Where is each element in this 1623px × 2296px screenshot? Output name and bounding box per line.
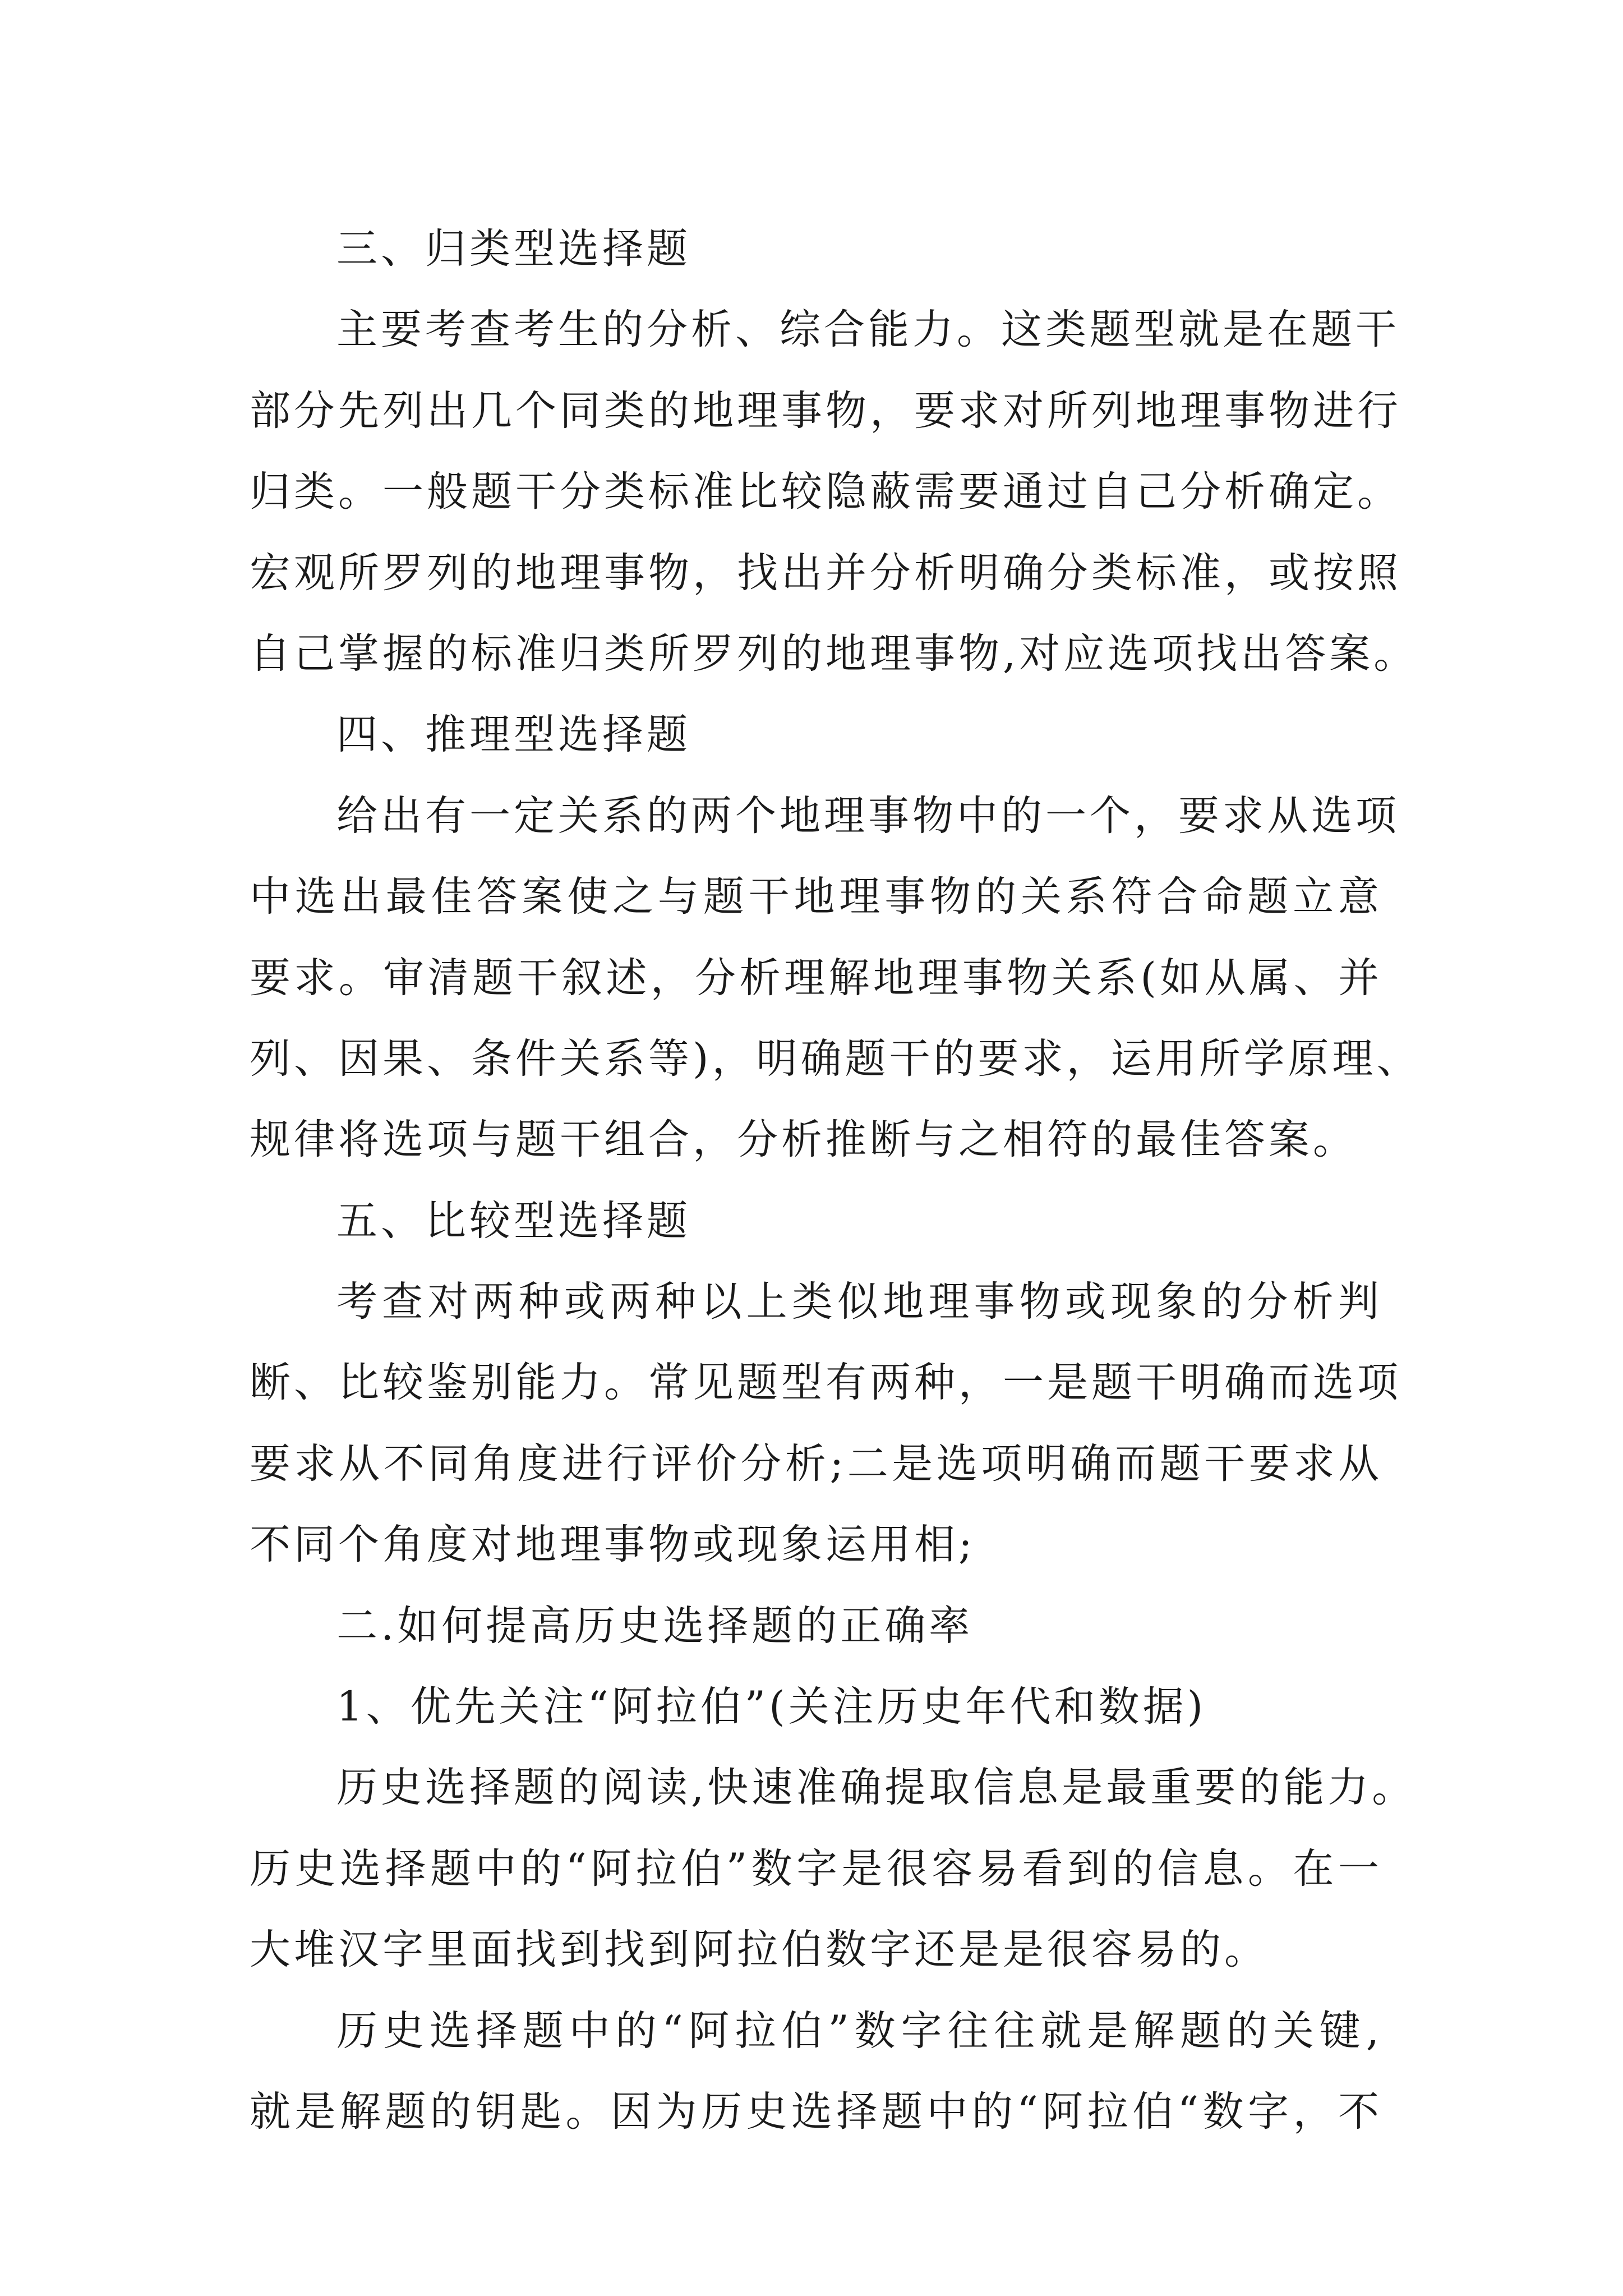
heading-reasoning-questions: 四、推理型选择题 <box>336 711 691 759</box>
paragraph-line: 列、因果、条件关系等)，明确题干的要求，运用所学原理、 <box>250 1034 1421 1083</box>
paragraph-line: 部分先列出几个同类的地理事物，要求对所列地理事物进行 <box>250 386 1401 435</box>
paragraph-line: 宏观所罗列的地理事物，找出并分析明确分类标准，或按照 <box>250 549 1401 597</box>
paragraph-line: 规律将选项与题干组合，分析推断与之相符的最佳答案。 <box>250 1116 1357 1164</box>
paragraph-line: 历史选择题中的“阿拉伯”数字是很容易看到的信息。在一 <box>250 1844 1382 1893</box>
heading-comparison-questions: 五、比较型选择题 <box>336 1197 691 1245</box>
paragraph-line: 归类。一般题干分类标准比较隐蔽需要通过自己分析确定。 <box>250 468 1401 516</box>
paragraph-line: 历史选择题的阅读,快速准确提取信息是最重要的能力。 <box>336 1764 1417 1812</box>
paragraph-line: 自己掌握的标准归类所罗列的地理事物,对应选项找出答案。 <box>250 629 1418 678</box>
heading-classification-questions: 三、归类型选择题 <box>336 225 691 273</box>
paragraph-line: 大堆汉字里面找到找到阿拉伯数字还是是很容易的。 <box>250 1926 1269 1974</box>
paragraph-line: 中选出最佳答案使之与题干地理事物的关系符合命题立意 <box>250 873 1382 921</box>
paragraph-line: 就是解题的钥匙。因为历史选择题中的“阿拉伯“数字，不 <box>250 2087 1382 2136</box>
paragraph-line: 给出有一定关系的两个地理事物中的一个，要求从选项 <box>336 792 1400 840</box>
paragraph-line: 要求。审清题干叙述，分析理解地理事物关系(如从属、并 <box>250 954 1382 1002</box>
document-body <box>250 209 1421 2152</box>
heading-history-accuracy: 二.如何提高历史选择题的正确率 <box>336 1602 974 1650</box>
paragraph-line: 考查对两种或两种以上类似地理事物或现象的分析判 <box>336 1278 1382 1326</box>
paragraph-line: 要求从不同角度进行评价分析;二是选项明确而题干要求从 <box>250 1439 1382 1488</box>
paragraph-line: 断、比较鉴别能力。常见题型有两种，一是题干明确而选项 <box>250 1359 1401 1407</box>
paragraph-line: 历史选择题中的“阿拉伯”数字往往就是解题的关键, <box>336 2007 1382 2055</box>
heading-arabic-numerals: 1、优先关注“阿拉伯”(关注历史年代和数据) <box>336 1683 1207 1731</box>
paragraph-line: 主要考查考生的分析、综合能力。这类题型就是在题干 <box>336 306 1400 354</box>
paragraph-line: 不同个角度对地理事物或现象运用相; <box>250 1521 976 1569</box>
